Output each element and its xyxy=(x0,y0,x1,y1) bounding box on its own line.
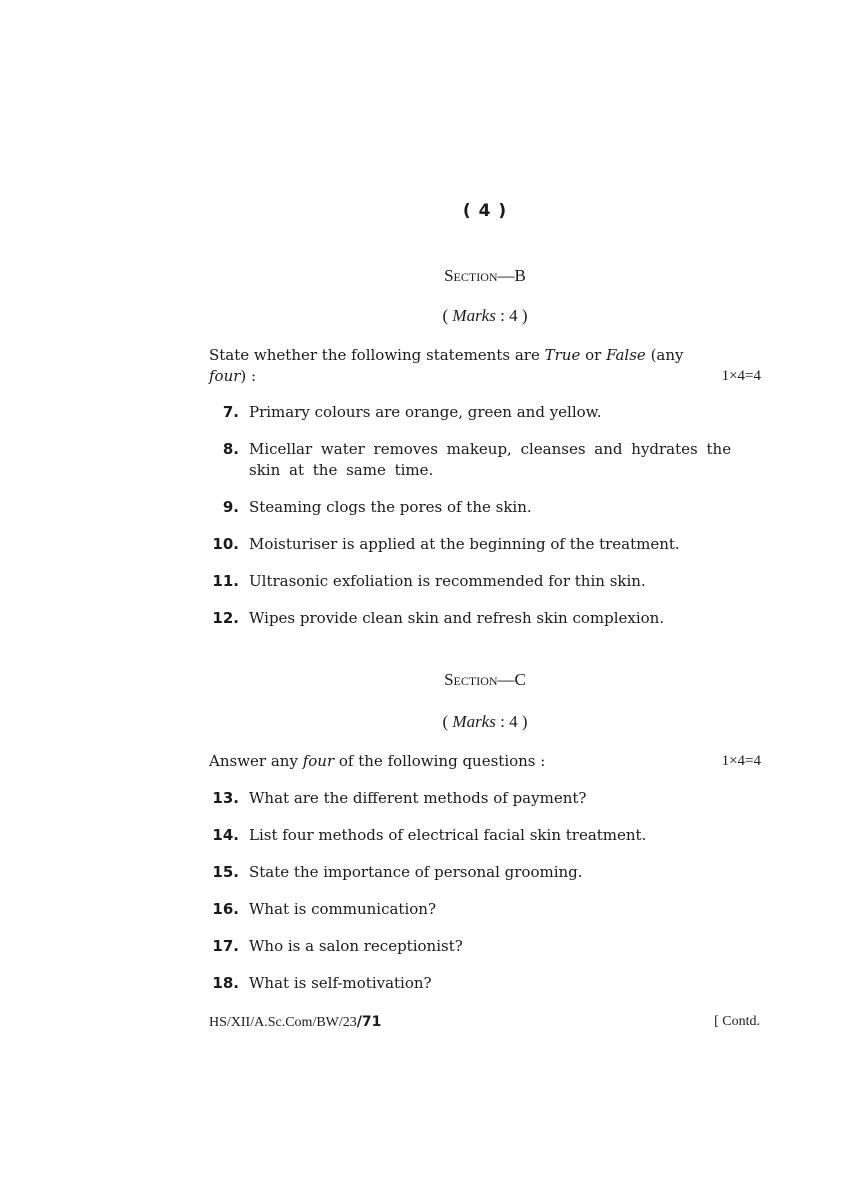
section-c-score: 1×4=4 xyxy=(721,753,761,769)
paper-code: HS/XII/A.Sc.Com/BW/23 xyxy=(209,1015,357,1030)
question-17 xyxy=(205,936,725,957)
question-number: 13. xyxy=(212,789,239,807)
question-number: 14. xyxy=(212,826,239,844)
section-b-title: Section—B xyxy=(444,266,526,285)
section-c-marks xyxy=(0,712,853,732)
section-b-marks xyxy=(0,306,853,326)
question-18 xyxy=(205,973,725,994)
instruction-text: Answer any xyxy=(209,752,303,770)
question-number: 12. xyxy=(212,609,239,627)
question-12 xyxy=(205,608,725,629)
instruction-or: or xyxy=(580,346,607,364)
question-9 xyxy=(205,497,725,518)
question-text: Micellar water removes makeup, cleanses and hydrates the skin at the same time. xyxy=(249,440,732,479)
instruction-false: False xyxy=(606,346,646,364)
question-text: Ultrasonic exfoliation is recommended for thin skin. xyxy=(249,572,646,590)
section-b-score: 1×4=4 xyxy=(721,368,761,384)
question-8 xyxy=(205,439,733,481)
question-text: What is self-motivation? xyxy=(249,974,432,992)
instruction-four: four xyxy=(302,752,335,770)
marks-label: Marks xyxy=(452,712,496,731)
section-c-instruction xyxy=(209,751,761,772)
question-text: What is communication? xyxy=(249,900,436,918)
question-16 xyxy=(205,899,725,920)
question-text: Steaming clogs the pores of the skin. xyxy=(249,498,532,516)
question-number: 18. xyxy=(212,974,239,992)
instruction-post: ) : xyxy=(240,367,257,385)
instruction-four: four xyxy=(209,367,241,385)
instruction-text: State whether the following statements are xyxy=(209,346,545,364)
question-number: 15. xyxy=(212,863,239,881)
question-11 xyxy=(205,571,725,592)
question-13 xyxy=(205,788,725,809)
marks-value: : 4 ) xyxy=(495,306,528,325)
question-number: 9. xyxy=(222,498,239,516)
question-text: Primary colours are orange, green and yellow. xyxy=(249,403,602,421)
instruction-true: True xyxy=(544,346,581,364)
question-text: Who is a salon receptionist? xyxy=(249,937,463,955)
page-number: ( 4 ) xyxy=(462,201,508,221)
question-number: 17. xyxy=(212,937,239,955)
question-text: List four methods of electrical facial skin treatment. xyxy=(249,826,647,844)
section-c-title: Section—C xyxy=(444,670,526,689)
marks-value: : 4 ) xyxy=(495,712,528,731)
marks-label: Marks xyxy=(452,306,496,325)
section-b-instruction xyxy=(209,345,761,387)
question-text: State the importance of personal grooming. xyxy=(249,863,583,881)
question-text: Moisturiser is applied at the beginning of the treatment. xyxy=(249,535,680,553)
question-10 xyxy=(205,534,725,555)
question-number: 16. xyxy=(212,900,239,918)
footer-paper-code xyxy=(209,1014,381,1031)
footer-contd: [ Contd. xyxy=(714,1014,760,1029)
instruction-post: of the following questions : xyxy=(334,752,546,770)
instruction-mid: (any xyxy=(645,346,684,364)
question-7 xyxy=(205,402,725,423)
question-14 xyxy=(205,825,725,846)
question-text: Wipes provide clean skin and refresh skin complexion. xyxy=(249,609,665,627)
question-number: 11. xyxy=(212,572,239,590)
question-number: 8. xyxy=(222,440,239,458)
question-number: 10. xyxy=(212,535,239,553)
question-text: What are the different methods of payment? xyxy=(249,789,587,807)
marks-open: ( xyxy=(442,712,453,731)
paper-code-suffix: /71 xyxy=(356,1014,382,1030)
question-number: 7. xyxy=(222,403,239,421)
question-15 xyxy=(205,862,725,883)
marks-open: ( xyxy=(442,306,453,325)
